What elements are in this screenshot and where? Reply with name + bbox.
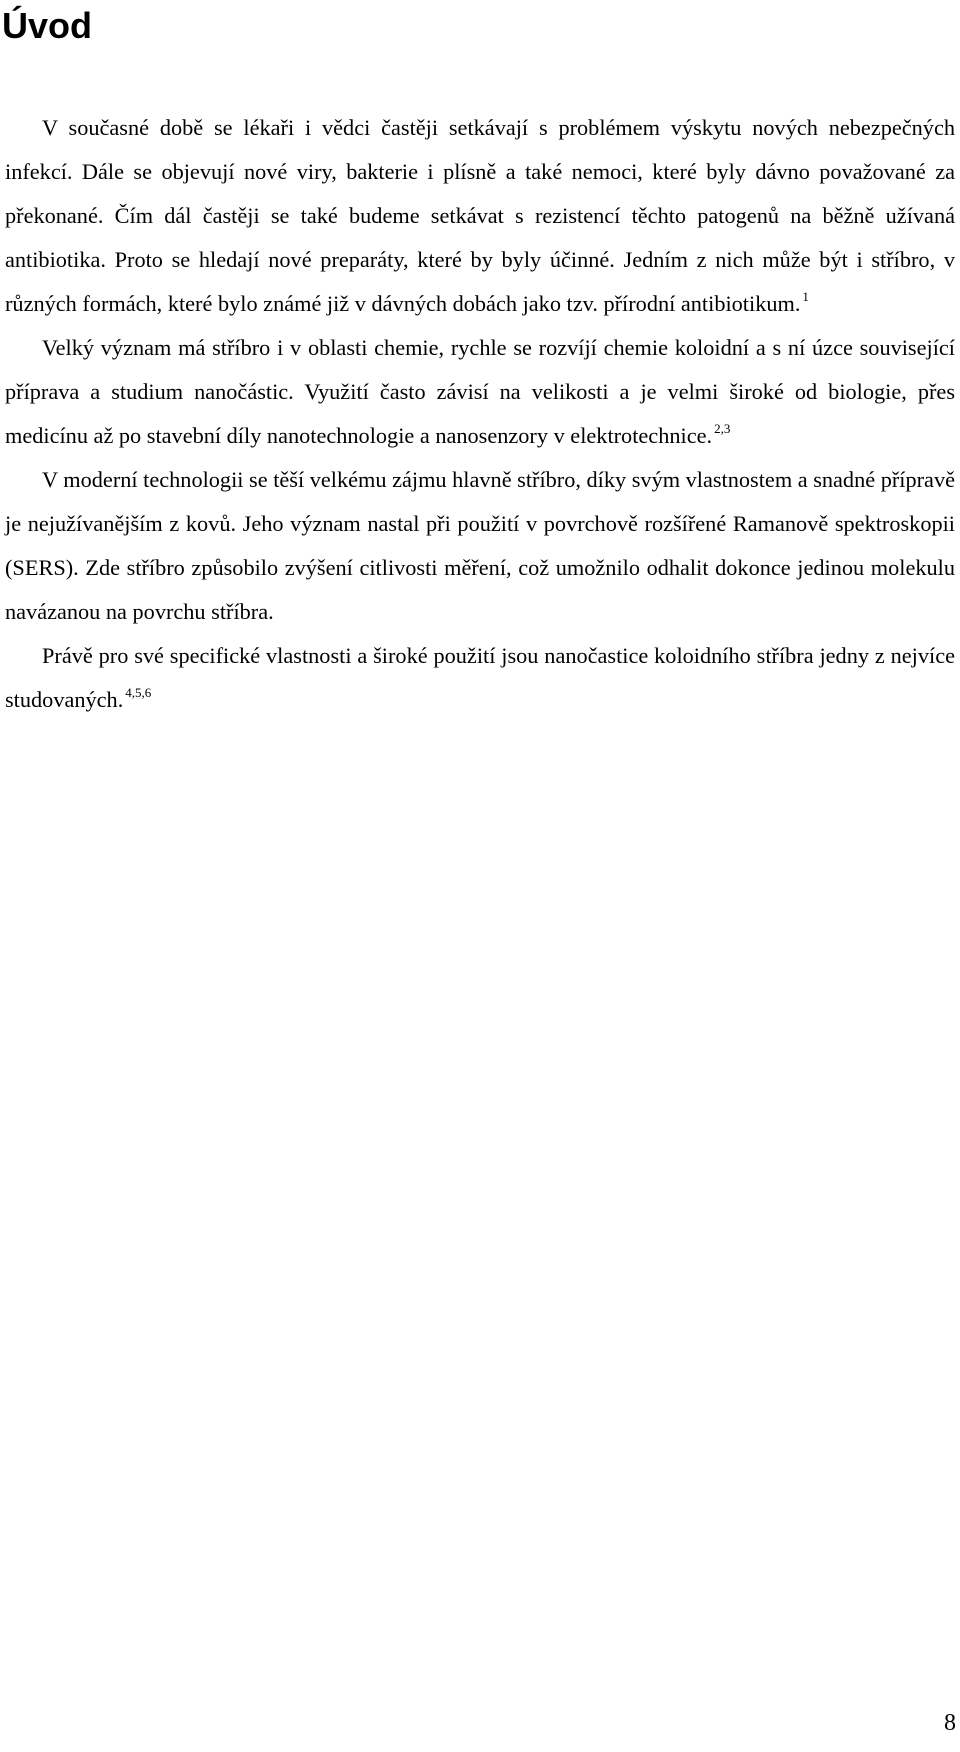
paragraph-text: V současné době se lékaři i vědci častěji setkávají s problémem výskytu nových nebezpečných infekcí. Dále se objevují nové viry, bakterie i plísně a také nemoci, které byly dávno považované za překonané. Čím dál častěji se také budeme setkávat s rezistencí těchto patogenů na běžně užívaná antibiotika. Proto se hledají nové preparáty, které by byly účinné. Jedním z nich může být i stříbro, v různých formách, které bylo známé již v dávných dobách jako tzv. přírodní antibiotikum. <box>5 115 955 316</box>
citation-reference: 1 <box>802 288 809 304</box>
paragraph-conclusion <box>5 634 955 722</box>
page-number: 8 <box>944 1710 956 1736</box>
paragraph-intro <box>5 106 955 326</box>
paragraph-technology <box>5 458 955 634</box>
paragraph-text: Velký význam má stříbro i v oblasti chemie, rychle se rozvíjí chemie koloidní a s ní úzce související příprava a studium nanočástic. Využití často závisí na velikosti a je velmi široké od biologie, přes medicínu až po stavební díly nanotechnologie a nanosenzory v elektrotechnice. <box>5 335 955 448</box>
paragraph-chemistry <box>5 326 955 458</box>
body-text <box>5 106 955 722</box>
citation-reference: 4,5,6 <box>125 684 152 700</box>
page-title: Úvod <box>2 5 92 46</box>
citation-reference: 2,3 <box>714 420 731 436</box>
paragraph-text: V moderní technologii se těší velkému zájmu hlavně stříbro, díky svým vlastnostem a snadné přípravě je nejužívanějším z kovů. Jeho význam nastal při použití v povrchově rozšířené Ramanově spektroskopii (SERS). Zde stříbro způsobilo zvýšení citlivosti měření, což umožnilo odhalit dokonce jedinou molekulu navázanou na povrchu stříbra. <box>5 467 955 624</box>
paragraph-text: Právě pro své specifické vlastnosti a široké použití jsou nanočastice koloidního stříbra jedny z nejvíce studovaných. <box>5 643 955 712</box>
